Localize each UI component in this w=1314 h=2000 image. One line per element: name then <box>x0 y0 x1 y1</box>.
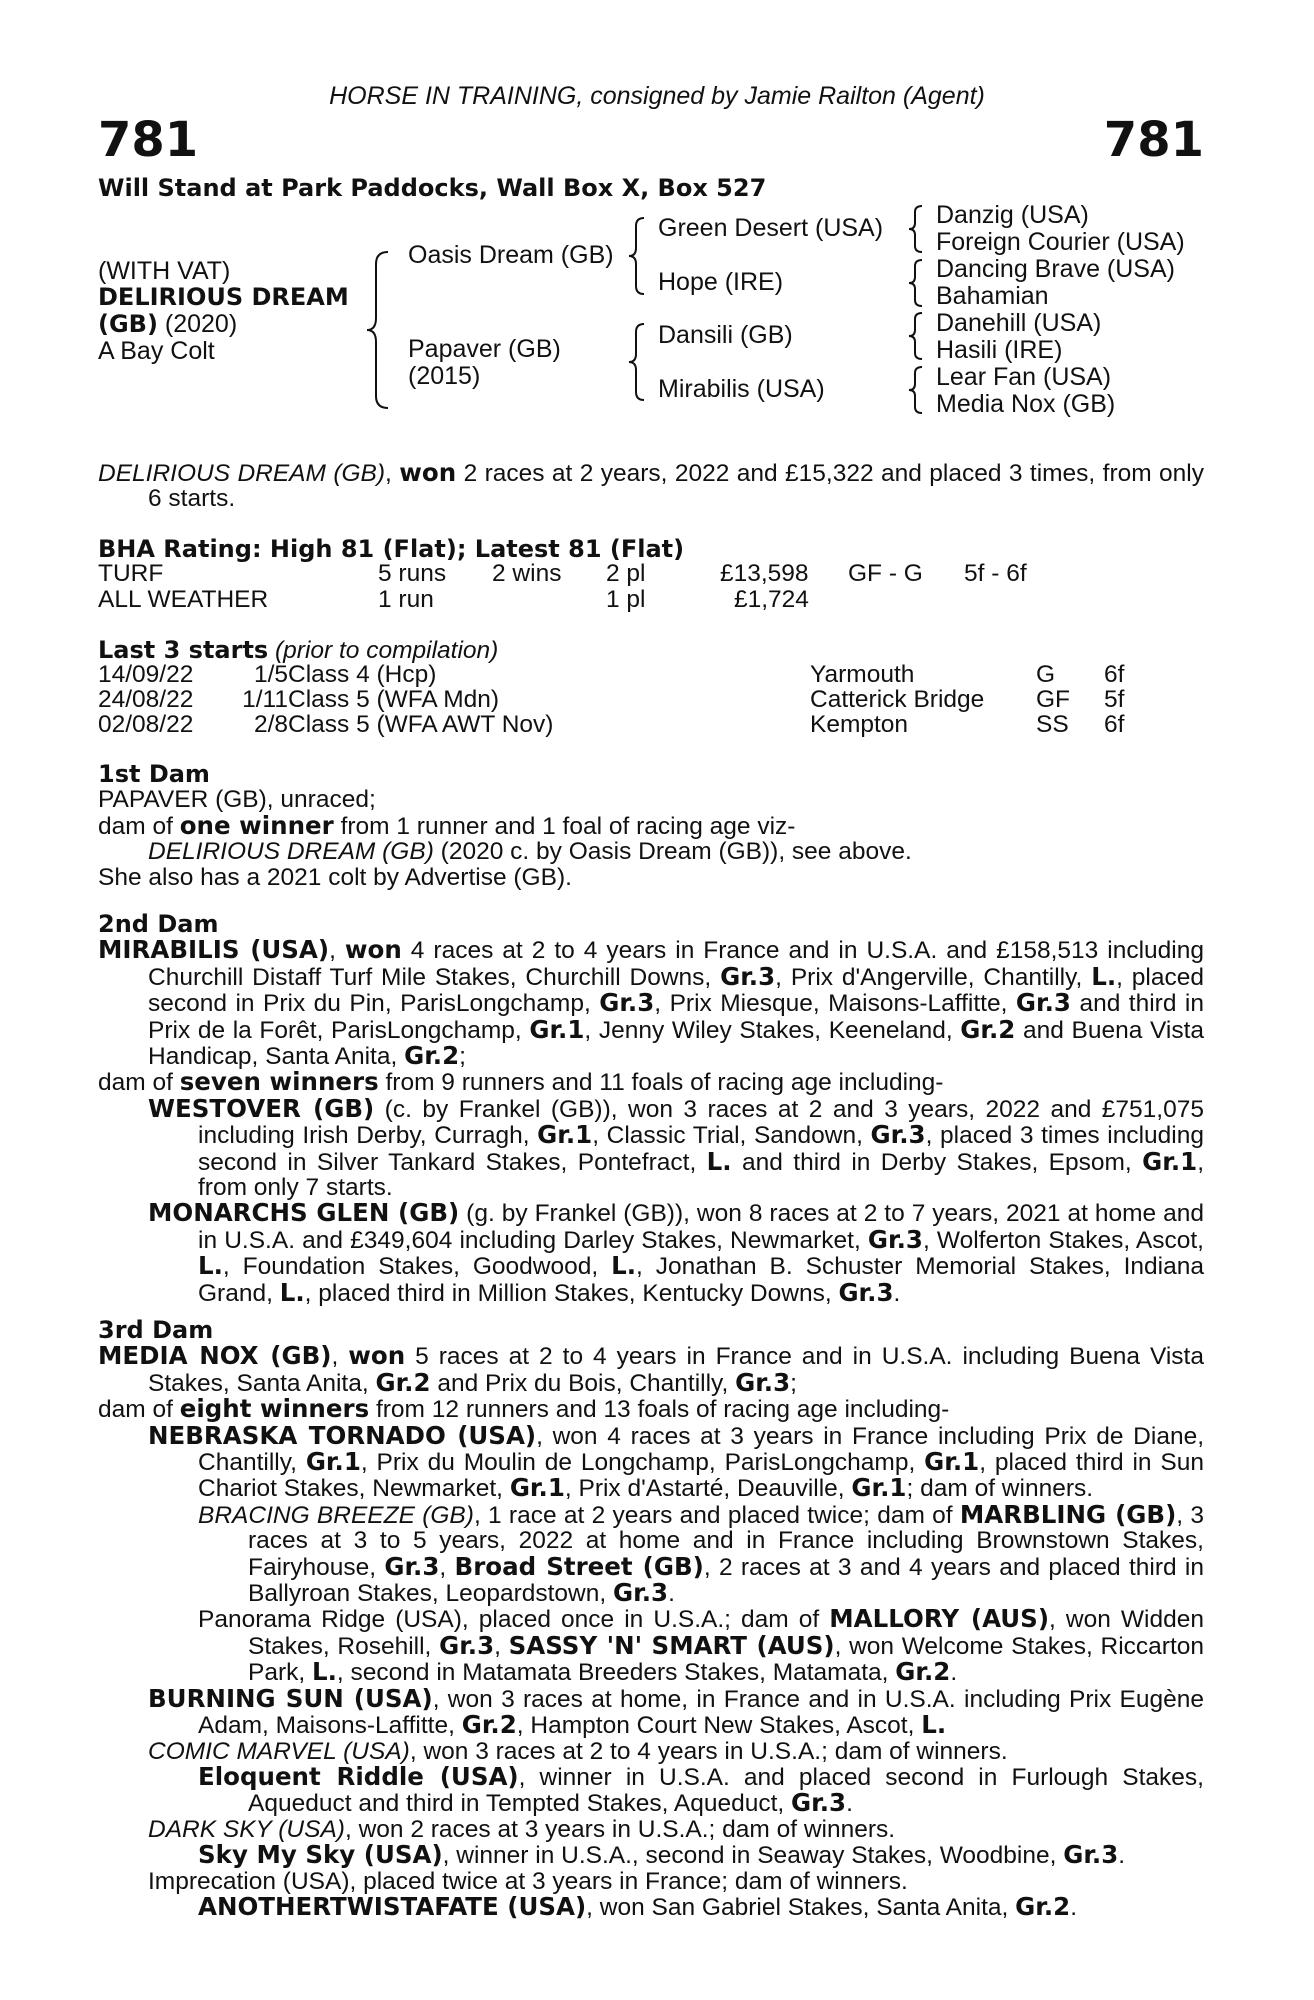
pedigree-dsd: Hasili (IRE) <box>936 336 1063 364</box>
comic-marvel-entry: COMIC MARVEL (USA), won 3 races at 2 to 4 years in U.S.A.; dam of winners. <box>148 1737 1008 1765</box>
panorama-ridge-entry: Panorama Ridge (USA), placed once in U.S.A.; dam of MALLORY (AUS), won Widden Stakes, Rosehill, Gr.3, SASSY 'N' SMART (AUS), won Welcome Stakes, Riccarton Park, L., second in Matamata Breeders Stakes, Matamata, Gr.2. <box>198 1604 1205 1687</box>
summary-horse-name: DELIRIOUS DREAM (GB) <box>98 460 386 487</box>
rating-row-all-weather: ALL WEATHER 1 run 1 pl £1,724 <box>98 586 809 613</box>
pedigree-sdd: Bahamian <box>936 282 1049 310</box>
start-row: 14/09/22 1/5 Class 4 (Hcp) Yarmouth G 6f <box>98 661 1125 688</box>
pedigree-dam-year: (2015) <box>408 362 481 390</box>
pedigree-sds: Dancing Brave (USA) <box>936 255 1175 283</box>
first-dam-heading: 1st Dam <box>98 760 210 788</box>
pedigree-dss: Danehill (USA) <box>936 309 1102 337</box>
sky-my-sky-entry: Sky My Sky (USA), winner in U.S.A., second in Seaway Stakes, Woodbine, Gr.3. <box>198 1840 1126 1870</box>
pedigree-brace-sd <box>906 258 926 308</box>
horse-year: (2020) <box>157 310 238 338</box>
vat-label: (WITH VAT) <box>98 257 231 285</box>
pedigree-dam: Papaver (GB) <box>408 335 561 363</box>
imprecation-entry: Imprecation (USA), placed twice at 3 years in France; dam of winners. <box>148 1867 908 1895</box>
third-dam-section: 3rd Dam MEDIA NOX (GB), won 5 races at 2 to 4 years in France and in U.S.A. including Buena Vista Stakes, Santa Anita, Gr.2 and Prix du Bois, Chantilly, Gr.3; dam of eight winners from 12 runners and 13 foals of racing age including- NEBRASKA TORNADO (USA), won 4 races at 3 years in France including Prix de Diane, Chantilly, Gr.1, Prix du Moulin de Longchamp, ParisLongchamp, Gr.1, placed third in Sun Chariot Stakes, Newmarket, Gr.1, Prix d'Astarté, Deauville, Gr.1; dam of winners. BRACING BREEZE (GB), 1 race at 2 years and placed twice; dam of MARBLING (GB), 3 races at 3 to 5 years, 2022 at home and in France including Brownstown Stakes, Fairyhouse, Gr.3, Broad Street (GB), 2 races at 3 and 4 years and placed third in Ballyroan Stakes, Leopardstown, Gr.3. Panorama Ridge (USA), placed once in U.S.A.; dam of MALLORY (AUS), won Widden Stakes, Rosehill, Gr.3, SASSY 'N' SMART (AUS), won Welcome Stakes, Riccarton Park, L., second in Matamata Breeders Stakes, Matamata, Gr.2. BURNING SUN (USA), won 3 races at home, in France and in U.S.A. including Prix Eugène Adam, Maisons-Laffitte, Gr.2, Hampton Court New Stakes, Ascot, L. COMIC MARVEL (USA), won 3 races at 2 to 4 years in U.S.A.; dam of winners. Eloquent Riddle (USA), winner in U.S.A. and placed second in Furlough Stakes, Aqueduct and third in Tempted Stakes, Aqueduct, Gr.3. DARK SKY (USA), won 2 races at 3 years in U.S.A.; dam of winners. Sky My Sky (USA), winner in U.S.A., second in Seaway Stakes, Woodbine, Gr.3. Imprecation (USA), placed twice at 3 years in France; dam of winners. ANOTHERTWISTAFATE (USA), won San Gabriel Stakes, Santa Anita, Gr.2. <box>98 1316 1205 1921</box>
burning-sun-entry: BURNING SUN (USA), won 3 races at home, in France and in U.S.A. including Prix Eugène Adam, Maisons-Laffitte, Gr.2, Hampton Court New Stakes, Ascot, L. <box>148 1683 1204 1740</box>
lot-number-right: 781 <box>1103 112 1204 168</box>
pedigree-brace-dd <box>906 365 926 415</box>
pedigree-brace-ds <box>906 311 926 361</box>
horse-name: DELIRIOUS DREAM <box>98 283 349 311</box>
pedigree-brace-main <box>364 250 394 410</box>
monarchs-glen-entry: MONARCHS GLEN (GB) (g. by Frankel (GB)), won 8 races at 2 to 7 years, 2021 at home and in U.S.A. and £349,604 including Darley Stakes, Newmarket, Gr.3, Wolferton Stakes, Ascot, L., Foundation Stakes, Goodwood, L., Jonathan B. Schuster Memorial Stakes, Indiana Grand, L., placed third in Million Stakes, Kentucky Downs, Gr.3. <box>148 1198 1204 1307</box>
consignment-line: HORSE IN TRAINING, consigned by Jamie Railton (Agent) <box>329 82 985 110</box>
summary-won: won <box>399 458 457 487</box>
bracing-breeze-entry: BRACING BREEZE (GB), 1 race at 2 years and placed twice; dam of MARBLING (GB), 3 races at 3 to 5 years, 2022 at home and in France including Brownstown Stakes, Fairyhouse, Gr.3, Broad Street (GB), 2 races at 3 and 4 years and placed third in Ballyroan Stakes, Leopardstown, Gr.3. <box>198 1499 1204 1608</box>
start-row: 02/08/22 2/8 Class 5 (WFA AWT Nov) Kempton SS 6f <box>98 711 1125 738</box>
pedigree-brace-sire <box>626 216 648 296</box>
pedigree-brace-dam <box>626 322 648 402</box>
horse-name-suffix <box>98 311 237 338</box>
third-dam-heading: 3rd Dam <box>98 1316 214 1344</box>
pedigree-sire-dam: Hope (IRE) <box>658 268 784 296</box>
pedigree-brace-ss <box>906 204 926 254</box>
pedigree-ssd: Foreign Courier (USA) <box>936 228 1185 256</box>
media-nox-entry: MEDIA NOX (GB), won 5 races at 2 to 4 years in France and in U.S.A. including Buena Vista Stakes, Santa Anita, Gr.2 and Prix du Bois, Chantilly, Gr.3; <box>98 1341 1204 1397</box>
dark-sky-entry: DARK SKY (USA), won 2 races at 3 years in U.S.A.; dam of winners. <box>148 1815 896 1843</box>
rating-heading: BHA Rating: High 81 (Flat); Latest 81 (Flat) <box>98 535 685 563</box>
race-summary: DELIRIOUS DREAM (GB), won 2 races at 2 years, 2022 and £15,322 and placed 3 times, from only 6 starts. <box>98 458 1204 513</box>
second-dam-section: 2nd Dam MIRABILIS (USA), won 4 races at 2 to 4 years in France and in U.S.A. and £158,513 including Churchill Distaff Turf Mile Stakes, Churchill Downs, Gr.3, Prix d'Angerville, Chantilly, L., placed second in Prix du Pin, ParisLongchamp, Gr.3, Prix Miesque, Maisons-Laffitte, Gr.3 and third in Prix de la Forêt, ParisLongchamp, Gr.1, Jenny Wiley Stakes, Keeneland, Gr.2 and Buena Vista Handicap, Santa Anita, Gr.2; dam of seven winners from 9 runners and 11 foals of racing age including- WESTOVER (GB) (c. by Frankel (GB)), won 3 races at 2 and 3 years, 2022 and £751,075 including Irish Derby, Curragh, Gr.1, Classic Trial, Sandown, Gr.3, placed 3 times including second in Silver Tankard Stakes, Pontefract, L. and third in Derby Stakes, Epsom, Gr.1, from only 7 starts. MONARCHS GLEN (GB) (g. by Frankel (GB)), won 8 races at 2 to 7 years, 2021 at home and in U.S.A. and £349,604 including Darley Stakes, Newmarket, Gr.3, Wolferton Stakes, Ascot, L., Foundation Stakes, Goodwood, L., Jonathan B. Schuster Memorial Stakes, Indiana Grand, L., placed third in Million Stakes, Kentucky Downs, Gr.3. <box>98 910 1204 1307</box>
lot-number-left: 781 <box>98 112 199 168</box>
second-dam-heading: 2nd Dam <box>98 910 219 938</box>
start-row: 24/08/22 1/11 Class 5 (WFA Mdn) Catterick Bridge GF 5f <box>98 686 1125 713</box>
pedigree-sire: Oasis Dream (GB) <box>408 241 614 269</box>
eloquent-riddle-entry: Eloquent Riddle (USA), winner in U.S.A. and placed second in Furlough Stakes, Aqueduct and third in Tempted Stakes, Aqueduct, Gr.3. <box>198 1761 1204 1818</box>
pedigree-sss: Danzig (USA) <box>936 201 1089 229</box>
last-starts-heading: Last 3 starts (prior to compilation) <box>98 636 499 664</box>
pedigree-dam-sire: Dansili (GB) <box>658 321 793 349</box>
stand-location: Will Stand at Park Paddocks, Wall Box X, Box 527 <box>98 174 767 202</box>
pedigree-sire-sire: Green Desert (USA) <box>658 214 884 242</box>
westover-entry: WESTOVER (GB) (c. by Frankel (GB)), won 3 races at 2 and 3 years, 2022 and £751,075 including Irish Derby, Curragh, Gr.1, Classic Trial, Sandown, Gr.3, placed 3 times including second in Silver Tankard Stakes, Pontefract, L. and third in Derby Stakes, Epsom, Gr.1, from only 7 starts. <box>148 1093 1204 1202</box>
anothertwistafate-entry: ANOTHERTWISTAFATE (USA), won San Gabriel Stakes, Santa Anita, Gr.2. <box>198 1891 1078 1921</box>
pedigree-ddd: Media Nox (GB) <box>936 390 1116 418</box>
horse-description: A Bay Colt <box>98 337 215 365</box>
nebraska-tornado-entry: NEBRASKA TORNADO (USA), won 4 races at 3 years in France including Prix de Diane, Chantilly, Gr.1, Prix du Moulin de Longchamp, ParisLongchamp, Gr.1, placed third in Sun Chariot Stakes, Newmarket, Gr.1, Prix d'Astarté, Deauville, Gr.1; dam of winners. <box>148 1420 1205 1503</box>
horse-country: (GB) <box>98 310 158 338</box>
pedigree-dds: Lear Fan (USA) <box>936 363 1112 391</box>
first-dam-section: 1st Dam PAPAVER (GB), unraced; dam of one winner from 1 runner and 1 foal of racing age viz- DELIRIOUS DREAM (GB) (2020 c. by Oasis Dream (GB)), see above. She also has a 2021 colt by Advertise (GB). <box>98 762 1204 890</box>
pedigree-dam-dam: Mirabilis (USA) <box>658 375 825 403</box>
rating-row-turf: TURF 5 runs 2 wins 2 pl £13,598 GF - G 5f - 6f <box>98 560 1027 587</box>
mirabilis-entry: MIRABILIS (USA), won 4 races at 2 to 4 years in France and in U.S.A. and £158,513 including Churchill Distaff Turf Mile Stakes, Churchill Downs, Gr.3, Prix d'Angerville, Chantilly, L., placed second in Prix du Pin, ParisLongchamp, Gr.3, Prix Miesque, Maisons-Laffitte, Gr.3 and third in Prix de la Forêt, ParisLongchamp, Gr.1, Jenny Wiley Stakes, Keeneland, Gr.2 and Buena Vista Handicap, Santa Anita, Gr.2; <box>98 935 1204 1071</box>
